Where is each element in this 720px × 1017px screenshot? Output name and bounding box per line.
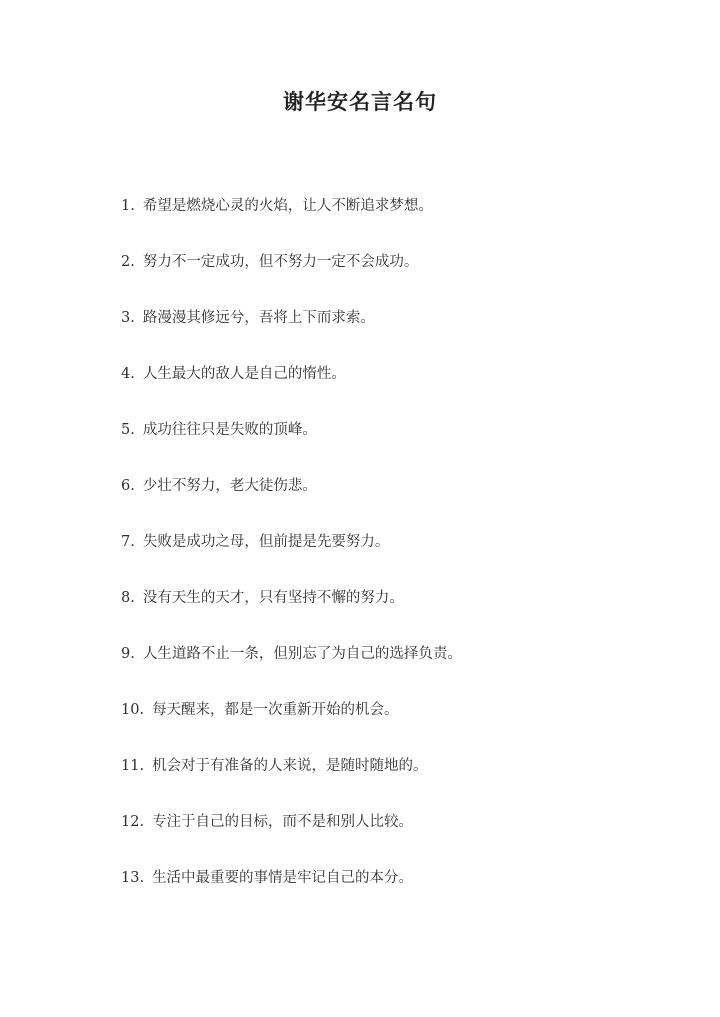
quote-number: 7.: [121, 534, 135, 550]
list-item: [121, 476, 681, 532]
quote-text: 少壮不努力，老大徒伤悲。: [142, 478, 317, 494]
list-item: [121, 364, 681, 420]
quote-number: 6.: [121, 478, 135, 494]
list-item: [121, 308, 681, 364]
quote-number: 10.: [121, 702, 145, 718]
list-item: [121, 252, 681, 308]
quote-text: 人生道路不止一条，但别忘了为自己的选择负责。: [142, 646, 462, 662]
quote-text: 人生最大的敌人是自己的惰性。: [142, 366, 346, 382]
list-item: [121, 812, 681, 868]
list-item: [121, 644, 681, 700]
list-item: [121, 756, 681, 812]
quote-text: 每天醒来，都是一次重新开始的机会。: [152, 702, 399, 718]
quote-text: 成功往往只是失败的顶峰。: [142, 422, 317, 438]
quote-text: 失败是成功之母，但前提是先要努力。: [142, 534, 390, 550]
quote-number: 4.: [121, 366, 135, 382]
list-item: [121, 196, 681, 252]
list-item: [121, 532, 681, 588]
list-item: [121, 420, 681, 476]
quote-text: 专注于自己的目标，而不是和别人比较。: [152, 814, 414, 830]
quote-number: 11.: [121, 758, 145, 774]
list-item: [121, 700, 681, 756]
page-title: 谢华安名言名句: [283, 89, 437, 114]
quote-text: 努力不一定成功，但不努力一定不会成功。: [142, 254, 419, 270]
quote-number: 5.: [121, 422, 135, 438]
quote-text: 机会对于有准备的人来说，是随时随地的。: [152, 758, 428, 774]
quote-text: 路漫漫其修远兮，吾将上下而求索。: [142, 310, 375, 326]
quote-text: 没有天生的天才，只有坚持不懈的努力。: [142, 590, 404, 606]
quote-text: 希望是燃烧心灵的火焰，让人不断追求梦想。: [142, 198, 433, 214]
quote-list: [121, 196, 681, 924]
quote-number: 13.: [121, 870, 145, 886]
quote-number: 8.: [121, 590, 135, 606]
quote-number: 2.: [121, 254, 135, 270]
quote-text: 生活中最重要的事情是牢记自己的本分。: [152, 870, 414, 886]
list-item: [121, 588, 681, 644]
quote-number: 9.: [121, 646, 135, 662]
quote-number: 3.: [121, 310, 135, 326]
list-item: [121, 868, 681, 924]
quote-number: 12.: [121, 814, 145, 830]
quote-number: 1.: [121, 198, 135, 214]
